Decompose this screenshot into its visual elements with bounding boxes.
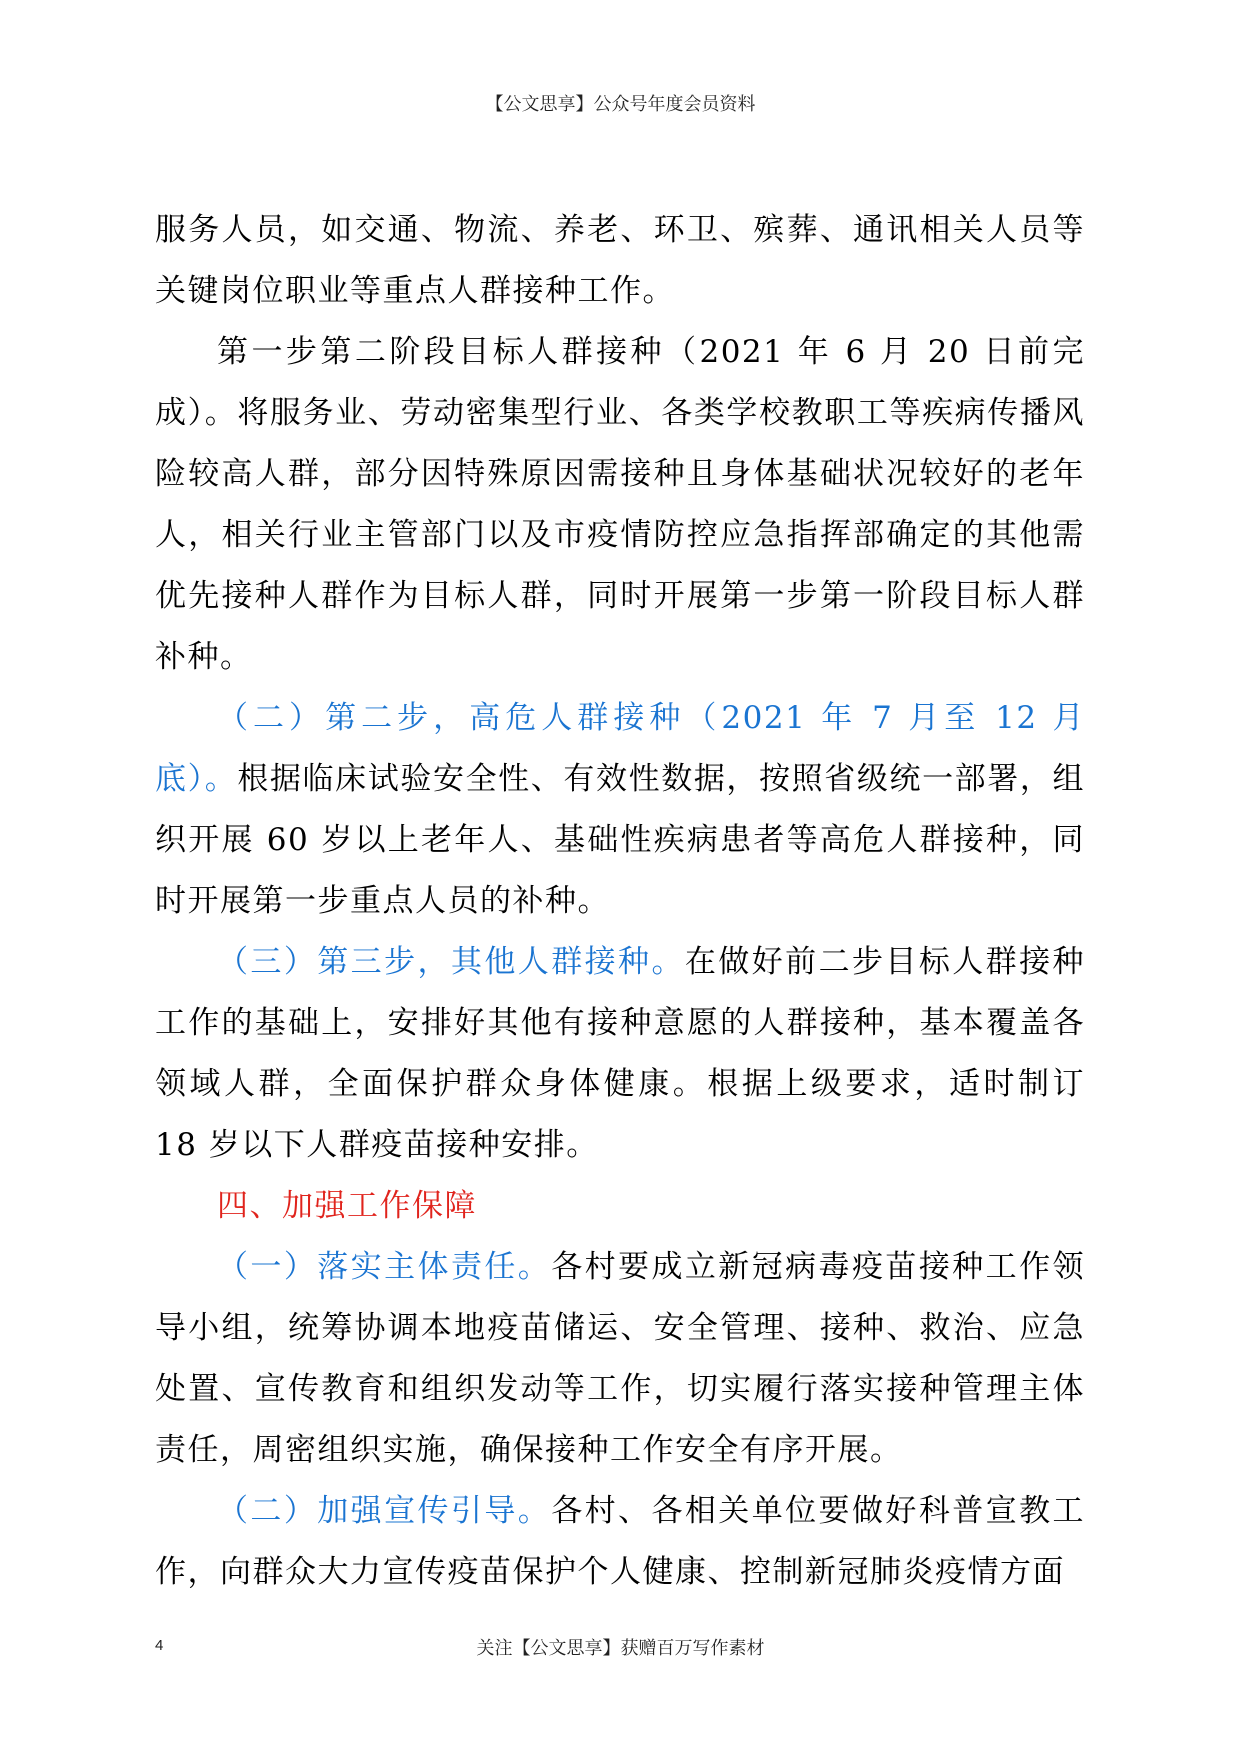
paragraph-1: 服务人员，如交通、物流、养老、环卫、殡葬、通讯相关人员等关键岗位职业等重点人群接种工作。 <box>155 212 1085 309</box>
paragraph-6 <box>155 1481 1085 1603</box>
document-body <box>155 200 1085 1603</box>
page-footer: 关注【公文思享】获赠百万写作素材 <box>476 1638 765 1659</box>
subheading-publicity: （二）加强宣传引导。 <box>217 1493 552 1529</box>
paragraph-5-text: 各村要成立新冠病毒疫苗接种工作领导小组，统筹协调本地疫苗储运、安全管理、接种、救治、应急处置、宣传教育和组织发动等工作，切实履行落实接种管理主体责任，周密组织实施，确保接种工作安全有序开展。 <box>155 1249 1086 1468</box>
section-heading-4: 四、加强工作保障 <box>217 1188 477 1224</box>
paragraph-6-text: 各村、各相关单位要做好科普宣教工作，向群众大力宣传疫苗保护个人健康、控制新冠肺炎疫情方面 <box>155 1493 1086 1590</box>
page-number: 4 <box>155 1637 164 1654</box>
subheading-responsibility: （一）落实主体责任。 <box>217 1249 552 1285</box>
paragraph-5 <box>155 1237 1085 1481</box>
paragraph-3 <box>155 688 1085 932</box>
page-header: 【公文思享】公众号年度会员资料 <box>485 94 756 115</box>
paragraph-3-text: 根据临床试验安全性、有效性数据，按照省级统一部署，组织开展 60 岁以上老年人、基础性疾病患者等高危人群接种，同时开展第一步重点人员的补种。 <box>155 761 1086 919</box>
subheading-step-3: （三）第三步，其他人群接种。 <box>217 944 685 980</box>
paragraph-4 <box>155 932 1085 1176</box>
subheading-step-2: （二）第二步，高危人群接种（2021 年 7 月至 12 月底）。 <box>155 700 1085 797</box>
paragraph-4-text: 在做好前二步目标人群接种工作的基础上，安排好其他有接种意愿的人群接种，基本覆盖各领域人群，全面保护群众身体健康。根据上级要求，适时制订 18 岁以下人群疫苗接种安排。 <box>155 944 1086 1163</box>
paragraph-2: 第一步第二阶段目标人群接种（2021 年 6 月 20 日前完成）。将服务业、劳动密集型行业、各类学校教职工等疾病传播风险较高人群，部分因特殊原因需接种且身体基础状况较好的老年人，相关行业主管部门以及市疫情防控应急指挥部确定的其他需优先接种人群作为目标人群，同时开展第一步第一阶段目标人群补种。 <box>155 334 1085 675</box>
